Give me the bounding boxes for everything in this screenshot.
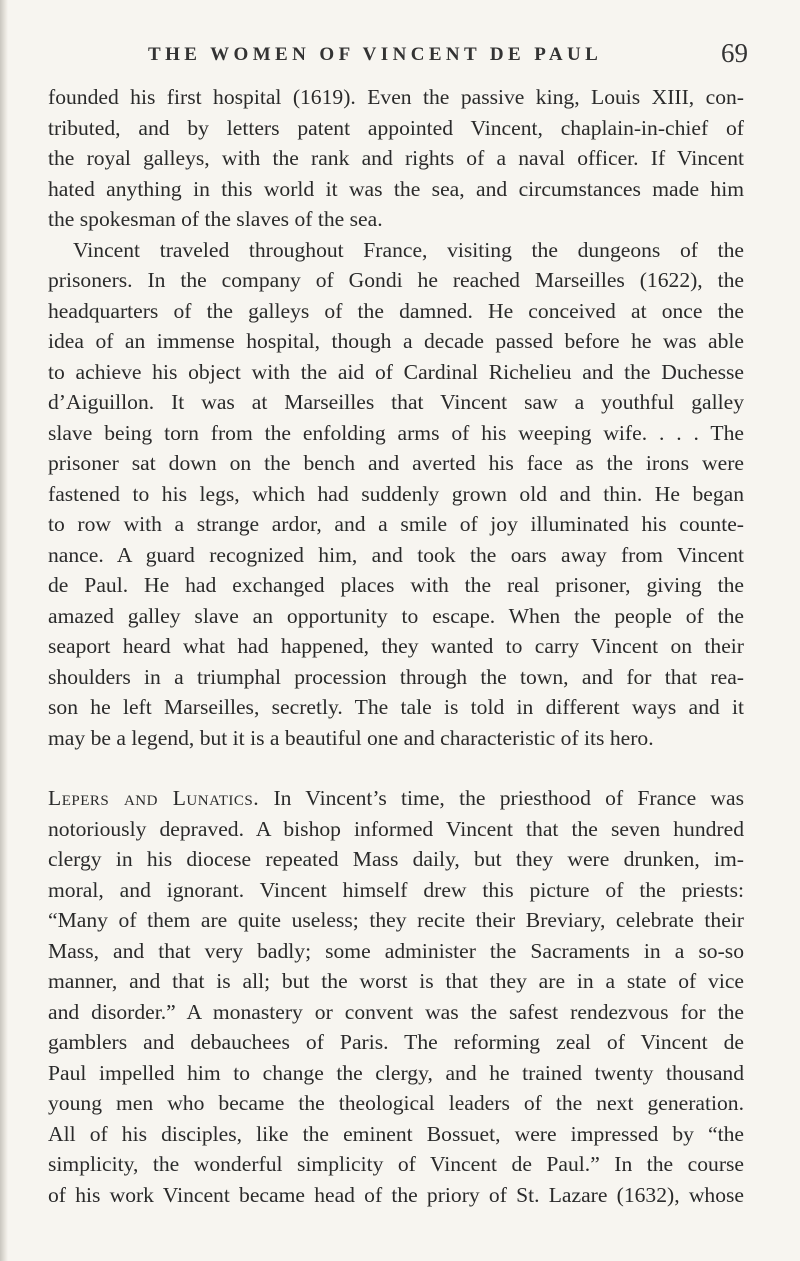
text-line: slave being torn from the enfolding arms of his weeping wife. . . . The [48,420,744,445]
text-line: fastened to his legs, which had suddenly grown old and thin. He began [48,481,744,506]
text-line: gamblers and debauchees of Paris. The reforming zeal of Vincent de [48,1030,744,1054]
text-line: de Paul. He had exchanged places with the real prisoner, giving the [48,573,744,597]
text-line: young men who became the theological leaders of the next generation. [48,1091,744,1115]
text-line: idea of an immense hospital, though a decade passed before he was able [48,329,744,353]
text-line: Vincent traveled throughout France, visiting the dungeons of the [73,237,744,262]
text-line: seaport heard what had happened, they wanted to carry Vincent on their [48,634,744,658]
text-line: to row with a strange ardor, and a smile of joy illuminated his counte- [48,512,744,536]
paragraph-3 [48,783,744,1210]
text-line: manner, and that is all; but the worst is that they are in a state of vice [48,969,744,993]
text-line: clergy in his diocese repeated Mass daily, but they were drunken, im- [48,847,744,871]
text-line: simplicity, the wonderful simplicity of Vincent de Paul.” In the course [48,1152,744,1176]
running-head: THE WOMEN OF VINCENT DE PAUL [148,44,603,65]
text-line: Mass, and that very badly; some administer the Sacraments in a so-so [48,938,744,963]
text-line: shoulders in a triumphal procession through the town, and for that rea- [48,664,744,689]
text-line: amazed galley slave an opportunity to escape. When the people of the [48,603,744,628]
text-line: headquarters of the galleys of the damned. He conceived at once the [48,298,744,323]
text-line: and disorder.” A monastery or convent was the safest rendezvous for the [48,999,744,1024]
text-line: Paul impelled him to change the clergy, and he trained twenty thousand [48,1060,744,1085]
text-line: notoriously depraved. A bishop informed Vincent that the seven hundred [48,816,744,841]
text-line: of his work Vincent became head of the priory of St. Lazare (1632), whose [48,1182,744,1207]
section-first-line [48,783,744,814]
text-line: moral, and ignorant. Vincent himself drew this picture of the priests: [48,877,744,902]
text-line: d’Aiguillon. It was at Marseilles that Vincent saw a youthful galley [48,390,744,414]
text-line: nance. A guard recognized him, and took the oars away from Vincent [48,542,744,567]
book-spine-shadow [0,0,8,1261]
text-line: the spokesman of the slaves of the sea. [48,207,383,231]
page-number: 69 [721,38,748,68]
text-line: hated anything in this world it was the sea, and circumstances made him [48,176,744,201]
section-gap [48,753,744,783]
paragraph-1 [48,82,744,235]
text-line: prisoner sat down on the bench and averted his face as the irons were [48,451,744,475]
paragraph-2 [48,235,744,754]
text-line: the royal galleys, with the rank and rights of a naval officer. If Vincent [48,146,744,170]
text-line: founded his first hospital (1619). Even the passive king, Louis XIII, con- [48,85,744,109]
text-line: All of his disciples, like the eminent Bossuet, were impressed by “the [48,1121,744,1146]
section-heading: Lepers and Lunatics. [48,786,260,810]
text-line: “Many of them are quite useless; they recite their Breviary, celebrate their [48,908,744,932]
body-text [48,82,744,1210]
text-line: tributed, and by letters patent appointed Vincent, chaplain-in-chief of [48,115,744,140]
text-line: son he left Marseilles, secretly. The tale is told in different ways and it [48,695,744,719]
text-line: may be a legend, but it is a beautiful one and characteristic of its hero. [48,725,654,750]
text-line: prisoners. In the company of Gondi he reached Marseilles (1622), the [48,268,744,292]
section-first-line-text: In Vincent’s time, the priesthood of France was [259,786,744,810]
page-header [148,38,758,78]
text-line: to achieve his object with the aid of Cardinal Richelieu and the Duchesse [48,359,744,384]
